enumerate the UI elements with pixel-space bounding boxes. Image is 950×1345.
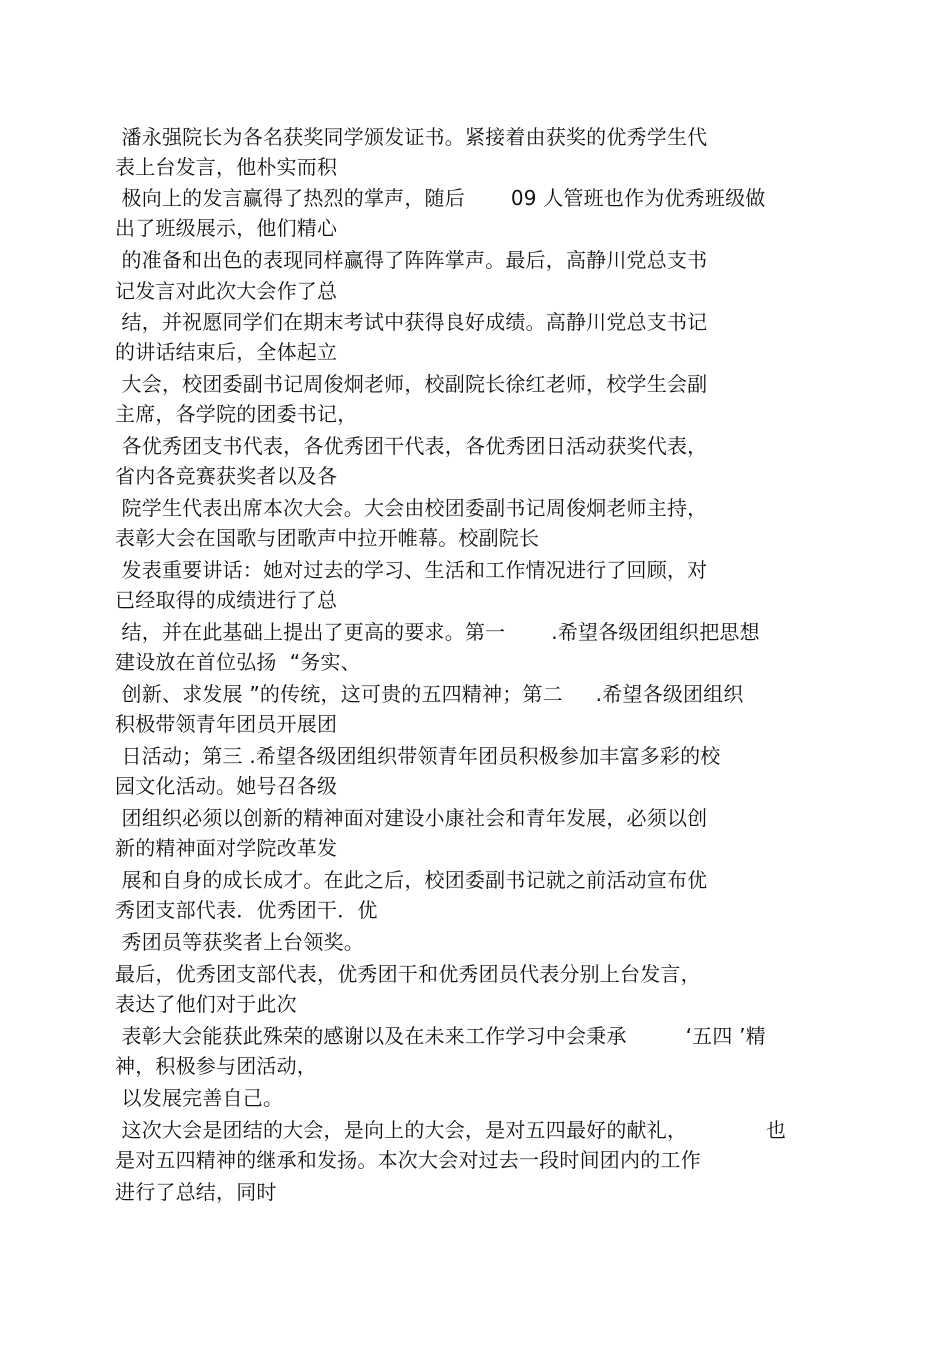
text-line: 是对五四精神的继承和发扬。本次大会对过去一段时间团内的工作 (115, 1148, 701, 1172)
text-line: 各优秀团支书代表，各优秀团干代表，各优秀团日活动获奖代表， (115, 434, 708, 458)
text-line: 进行了总结，同时 (115, 1180, 277, 1204)
text-line: 积极带领青年团员开展团 (115, 712, 338, 736)
text-line: 已经取得的成绩进行了总 (115, 588, 338, 612)
text-line: 秀团员等获奖者上台领奖。 (115, 930, 364, 954)
text-line: 大会，校团委副书记周俊炯老师，校副院长徐红老师，校学生会副 (115, 372, 708, 396)
text-line: 神，积极参与团活动， (115, 1054, 317, 1078)
text-line: 表上台发言，他朴实而积 (115, 155, 338, 179)
text-line: 秀团支部代表．优秀团干．优 (115, 898, 378, 922)
text-line: 最后，优秀团支部代表，优秀团干和优秀团员代表分别上台发言， (115, 962, 701, 986)
text-line: 院学生代表出席本次大会。大会由校团委副书记周俊炯老师主持， (115, 496, 708, 520)
text-line: 展和自身的成长成才。在此之后，校团委副书记就之前活动宣布优 (115, 868, 708, 892)
text-line: 结，并在此基础上提出了更高的要求。第一 .希望各级团组织把思想 (115, 620, 760, 644)
text-line: 记发言对此次大会作了总 (115, 279, 338, 303)
text-line: 主席，各学院的团委书记， (115, 402, 358, 426)
text-line: 园文化活动。她号召各级 (115, 774, 338, 798)
text-line: 表达了他们对于此次 (115, 992, 297, 1016)
text-line: 的讲话结束后，全体起立 (115, 340, 338, 364)
text-line: 发表重要讲话：她对过去的学习、生活和工作情况进行了回顾，对 (115, 558, 708, 582)
text-line: 新的精神面对学院改革发 (115, 836, 338, 860)
text-line: 潘永强院长为各名获奖同学颁发证书。紧接着由获奖的优秀学生代 (115, 125, 708, 149)
text-line: 省内各竞赛获奖者以及各 (115, 464, 338, 488)
text-line: 日活动；第三 .希望各级团组织带领青年团员积极参加丰富多彩的校 (115, 744, 721, 768)
text-line: 这次大会是团结的大会，是向上的大会，是对五四最好的献礼， 也 (115, 1118, 787, 1142)
text-line: 极向上的发言赢得了热烈的掌声，随后 09 人管班也作为优秀班级做 (115, 186, 766, 210)
text-line: 表彰大会在国歌与团歌声中拉开帷幕。校副院长 (115, 526, 540, 550)
text-line: 创新、求发展 ”的传统，这可贵的五四精神；第二 .希望各级团组织 (115, 682, 744, 706)
text-line: 以发展完善自己。 (115, 1086, 284, 1110)
text-line: 表彰大会能获此殊荣的感谢以及在未来工作学习中会秉承 ‘五四 ’精 (115, 1024, 766, 1048)
text-line: 建设放在首位弘扬 “务实、 (115, 650, 361, 674)
text-line: 的准备和出色的表现同样赢得了阵阵掌声。最后，高静川党总支书 (115, 248, 708, 272)
text-line: 出了班级展示，他们精心 (115, 216, 338, 240)
text-line: 结，并祝愿同学们在期末考试中获得良好成绩。高静川党总支书记 (115, 310, 708, 334)
text-line: 团组织必须以创新的精神面对建设小康社会和青年发展，必须以创 (115, 806, 708, 830)
